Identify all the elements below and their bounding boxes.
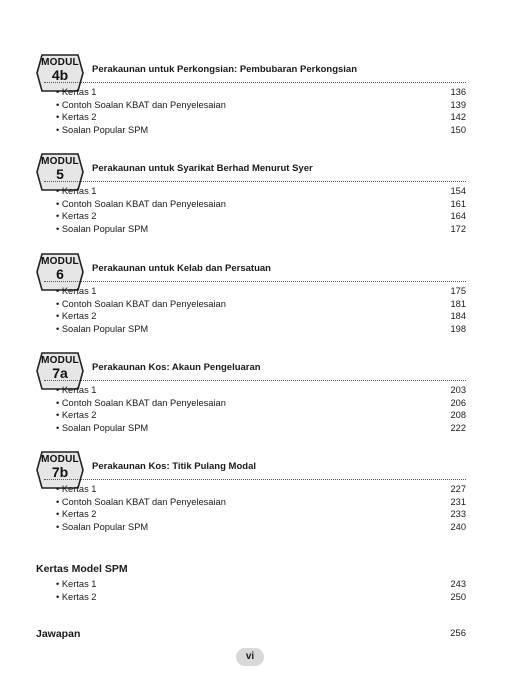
module-title: Perakaunan Kos: Titik Pulang Modal — [92, 461, 256, 472]
badge-number: 6 — [56, 266, 64, 282]
jawapan-label: Jawapan — [36, 628, 81, 640]
entry-page: 175 — [450, 286, 466, 296]
item-list — [56, 483, 466, 534]
entry-page: 243 — [450, 579, 466, 589]
entry-page: 161 — [450, 198, 466, 209]
kertas-model-section — [36, 563, 466, 603]
entry-label: • Contoh Soalan KBAT dan Penyelesaian — [56, 298, 226, 311]
toc-entry[interactable] — [56, 310, 466, 323]
toc-entry[interactable] — [56, 285, 466, 298]
badge-label: MODUL — [41, 256, 79, 267]
toc-entry[interactable] — [56, 111, 466, 124]
dotted-divider — [44, 281, 466, 282]
entry-page: 136 — [450, 87, 466, 97]
entry-label: • Soalan Popular SPM — [56, 323, 148, 336]
toc-entry[interactable] — [56, 409, 466, 422]
toc-entry[interactable] — [56, 223, 466, 236]
entry-page: 172 — [450, 224, 466, 235]
entry-page: 250 — [450, 591, 466, 602]
toc-entry[interactable] — [56, 483, 466, 496]
toc-entry[interactable] — [56, 198, 466, 211]
entry-label: • Kertas 2 — [56, 409, 96, 422]
entry-label: • Contoh Soalan KBAT dan Penyelesaian — [56, 99, 226, 112]
entry-page: 227 — [450, 484, 466, 494]
entry-label: • Soalan Popular SPM — [56, 521, 148, 534]
entry-page: 181 — [450, 298, 466, 309]
page-number: vi — [236, 648, 264, 666]
dotted-divider — [44, 82, 466, 83]
entry-label: • Contoh Soalan KBAT dan Penyelesaian — [56, 198, 226, 211]
entry-page: 142 — [450, 112, 466, 123]
entry-page: 206 — [450, 397, 466, 408]
badge-label: MODUL — [41, 156, 79, 167]
entry-page: 150 — [450, 125, 466, 136]
section-title: Kertas Model SPM — [36, 563, 128, 575]
entry-label: • Soalan Popular SPM — [56, 422, 148, 435]
entry-page: 154 — [450, 186, 466, 196]
toc-entry[interactable] — [56, 99, 466, 112]
entry-label: • Contoh Soalan KBAT dan Penyelesaian — [56, 397, 226, 410]
entry-page: 139 — [450, 99, 466, 110]
entry-page: 233 — [450, 509, 466, 520]
item-list — [56, 285, 466, 336]
dotted-divider — [44, 479, 466, 480]
toc-entry[interactable] — [56, 323, 466, 336]
badge-number: 7b — [51, 464, 69, 480]
entry-page: 203 — [450, 385, 466, 395]
entry-page: 184 — [450, 311, 466, 322]
item-list — [56, 185, 466, 236]
toc-entry[interactable] — [56, 521, 466, 534]
badge-number: 4b — [51, 67, 69, 83]
badge-label: MODUL — [41, 355, 79, 366]
dotted-divider — [44, 181, 466, 182]
module-title: Perakaunan Kos: Akaun Pengeluaran — [92, 362, 261, 373]
entry-label: • Kertas 2 — [56, 508, 96, 521]
toc-entry[interactable] — [56, 591, 466, 604]
item-list — [56, 384, 466, 435]
entry-label: • Kertas 1 — [56, 483, 96, 496]
entry-label: • Soalan Popular SPM — [56, 223, 148, 236]
entry-label: • Kertas 1 — [56, 578, 96, 591]
badge-number: 5 — [56, 166, 64, 182]
module-title: Perakaunan untuk Kelab dan Persatuan — [92, 263, 271, 274]
item-list — [56, 578, 466, 603]
toc-entry[interactable] — [56, 397, 466, 410]
toc-entry[interactable] — [56, 86, 466, 99]
toc-entry[interactable] — [56, 496, 466, 509]
entry-label: • Contoh Soalan KBAT dan Penyelesaian — [56, 496, 226, 509]
entry-label: • Kertas 1 — [56, 185, 96, 198]
entry-label: • Kertas 2 — [56, 111, 96, 124]
entry-label: • Kertas 1 — [56, 86, 96, 99]
entry-page: 164 — [450, 211, 466, 222]
entry-label: • Kertas 2 — [56, 591, 96, 604]
entry-page: 240 — [450, 522, 466, 533]
toc-entry[interactable] — [56, 210, 466, 223]
toc-entry[interactable] — [56, 384, 466, 397]
toc-entry[interactable] — [56, 422, 466, 435]
badge-label: MODUL — [41, 454, 79, 465]
entry-label: • Soalan Popular SPM — [56, 124, 148, 137]
entry-page: 208 — [450, 410, 466, 421]
module-title: Perakaunan untuk Perkongsian: Pembubaran Perkongsian — [92, 64, 358, 75]
entry-page: 231 — [450, 496, 466, 507]
entry-label: • Kertas 1 — [56, 285, 96, 298]
entry-page: 198 — [450, 324, 466, 335]
entry-label: • Kertas 2 — [56, 210, 96, 223]
toc-entry[interactable] — [56, 124, 466, 137]
entry-label: • Kertas 1 — [56, 384, 96, 397]
entry-label: • Kertas 2 — [56, 310, 96, 323]
toc-entry[interactable] — [56, 298, 466, 311]
item-list — [56, 86, 466, 137]
dotted-divider — [44, 380, 466, 381]
jawapan-page: 256 — [450, 628, 466, 639]
badge-label: MODUL — [41, 57, 79, 68]
toc-entry[interactable] — [56, 578, 466, 591]
toc-entry[interactable] — [56, 185, 466, 198]
jawapan-entry[interactable] — [36, 628, 466, 640]
toc-entry[interactable] — [56, 508, 466, 521]
entry-page: 222 — [450, 423, 466, 434]
badge-number: 7a — [52, 365, 68, 381]
module-title: Perakaunan untuk Syarikat Berhad Menurut Syer — [92, 163, 313, 174]
